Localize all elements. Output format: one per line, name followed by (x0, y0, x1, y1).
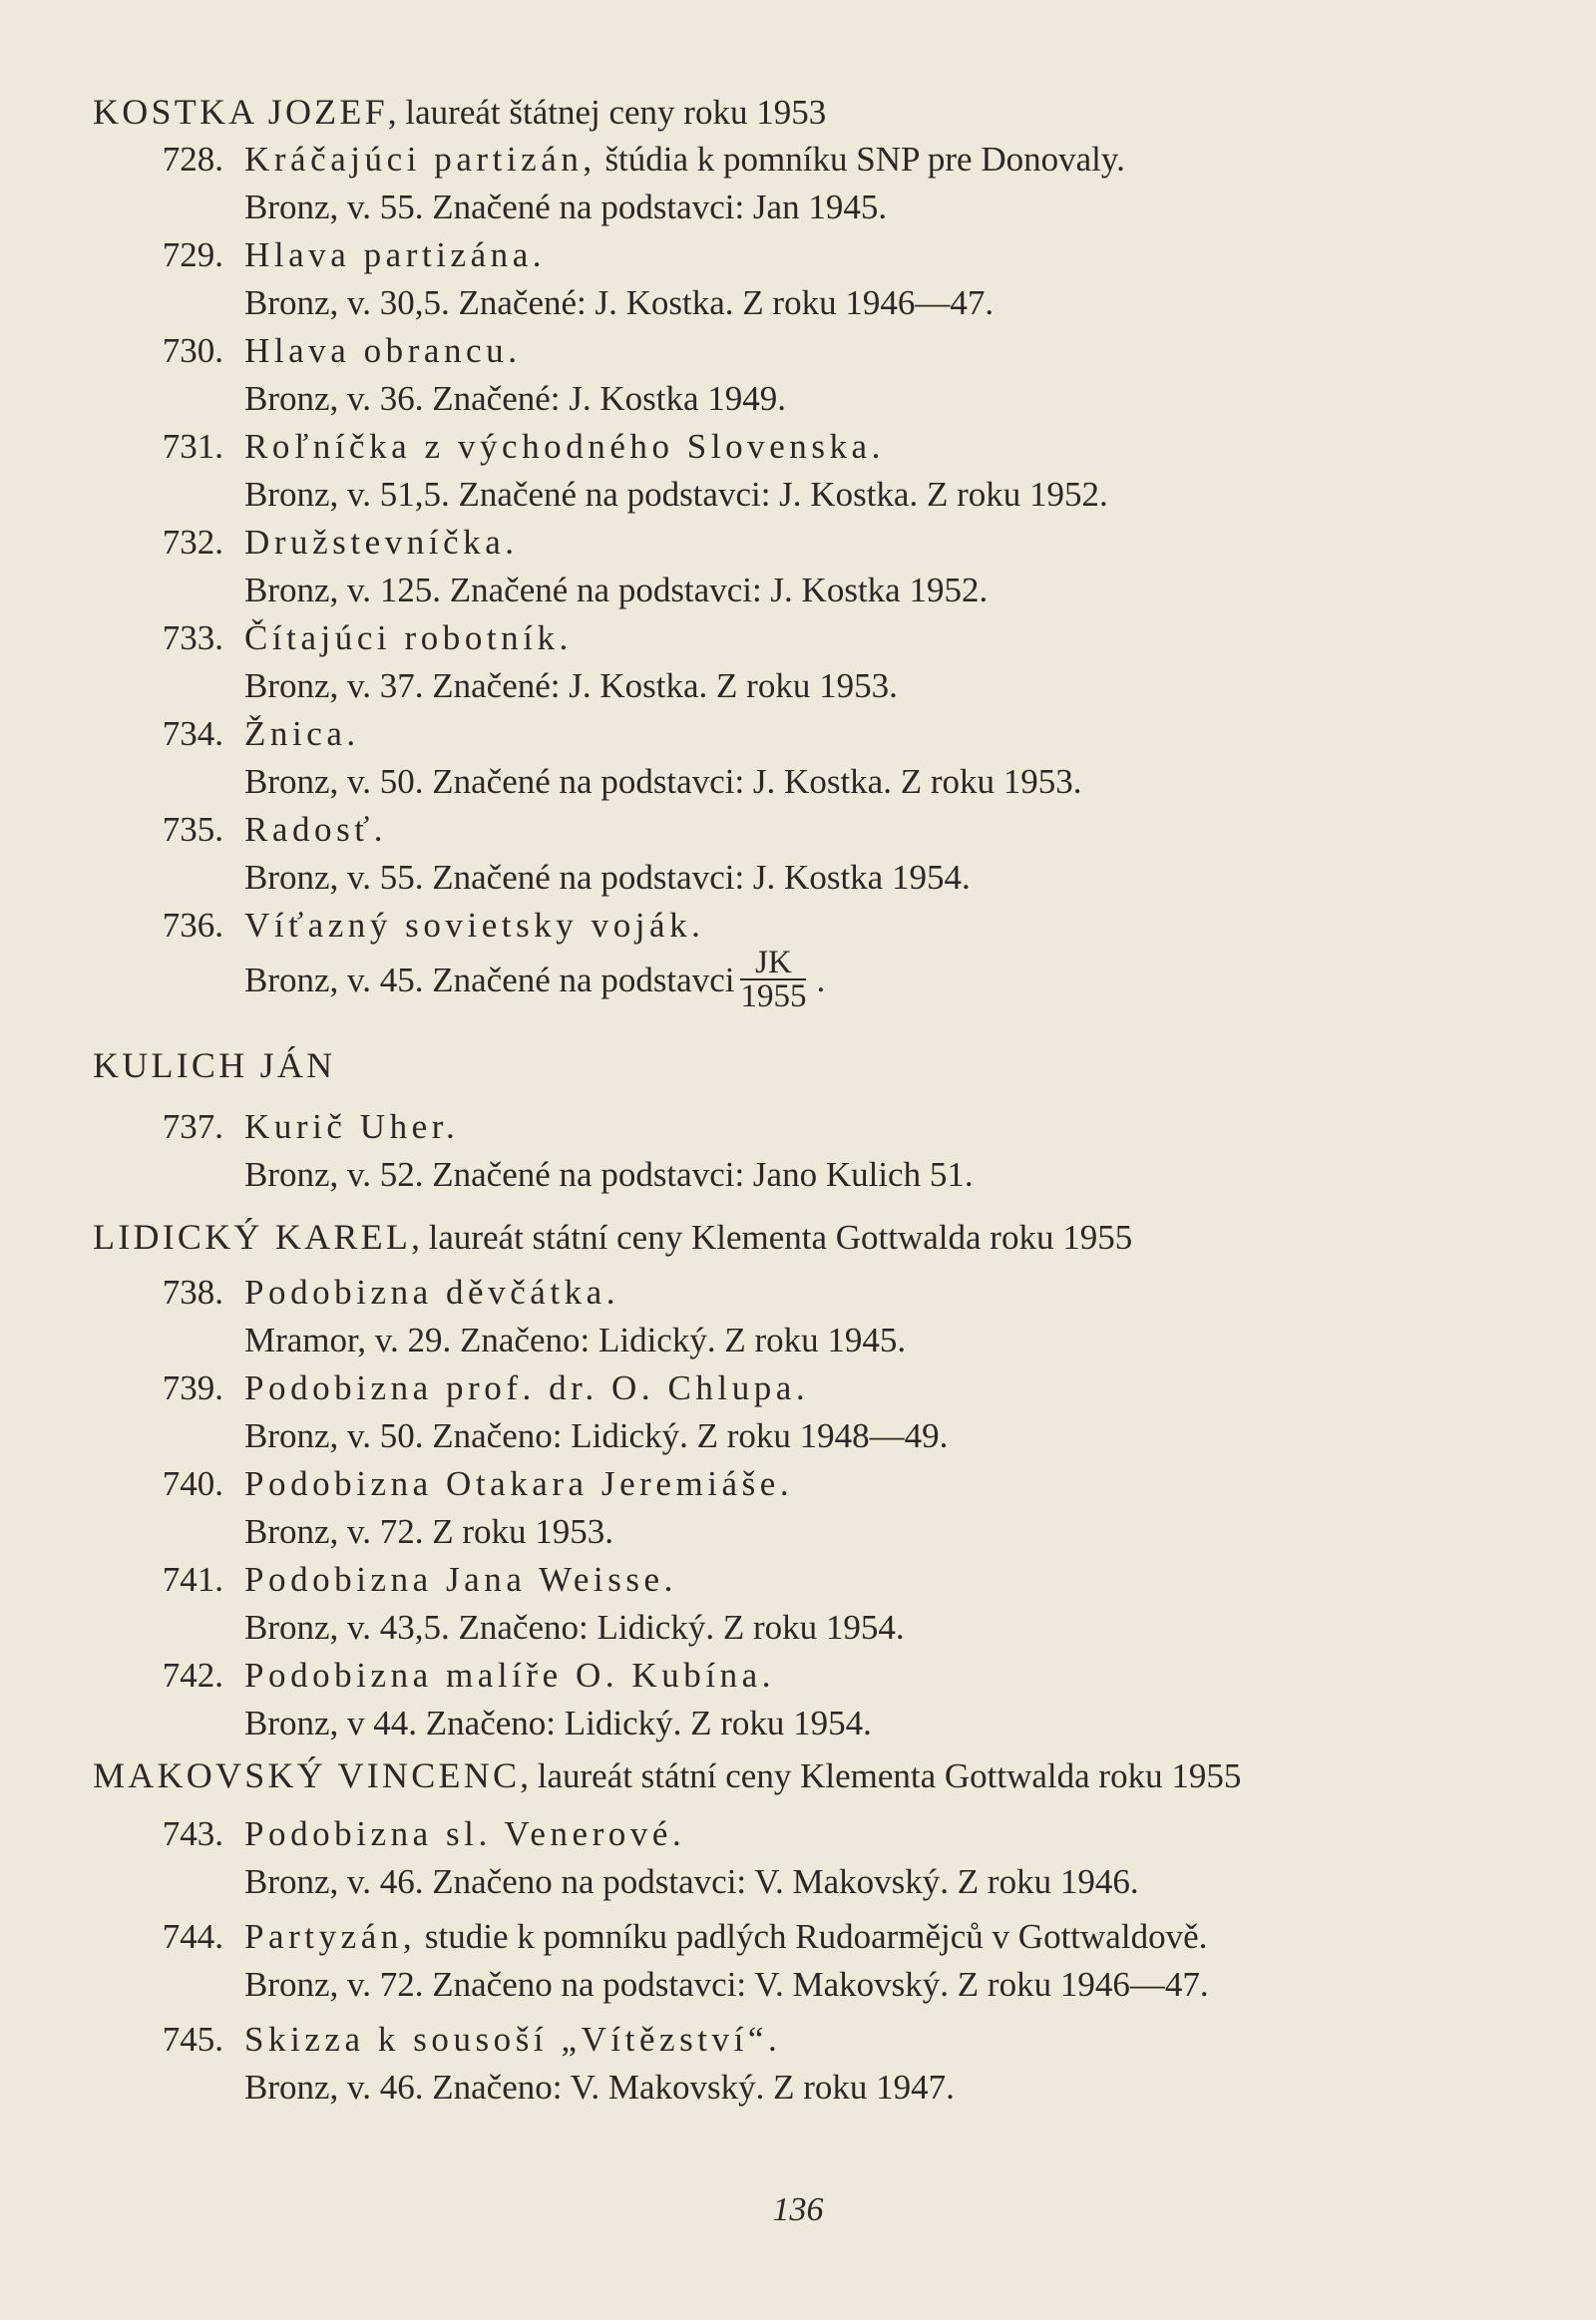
description: Bronz, v. 50. Značeno: Lidický. Z roku 1948—49. (244, 1416, 949, 1455)
fraction-bottom: 1955 (740, 977, 807, 1014)
catalog-entry-title-line (0, 231, 1596, 279)
entry-description-text (244, 1961, 1209, 2009)
entry-number: 745. (162, 2020, 223, 2059)
artist-award: , laureát štátnej ceny roku 1953 (387, 93, 827, 132)
entry-title-text (244, 423, 885, 471)
entry-description (0, 1508, 1596, 1556)
entry-title: Podobizna děvčátka. (244, 1273, 620, 1312)
entry-description (0, 567, 1596, 614)
entry-description (0, 758, 1596, 806)
entry-title: Hlava partizána. (244, 235, 547, 274)
entry-number: 732. (162, 523, 223, 562)
artist-award: , laureát státní ceny Klementa Gottwalda roku 1955 (520, 1756, 1242, 1795)
description: Bronz, v. 37. Značené: J. Kostka. Z roku 1953. (244, 666, 898, 705)
artist-heading (0, 1041, 1596, 1089)
artist-heading (0, 88, 1596, 136)
entry-description-text (244, 471, 1108, 519)
description: Bronz, v. 55. Značené na podstavci: Jan 1945. (244, 188, 888, 226)
entry-title: Podobizna Jana Weisse. (244, 1560, 677, 1599)
description: Bronz, v. 125. Značené na podstavci: J. Kostka 1952. (244, 571, 989, 609)
artist-section (0, 1041, 1596, 1199)
catalog-entry-title-line (0, 423, 1596, 471)
entry-description (0, 2064, 1596, 2112)
page-number: 136 (772, 2191, 824, 2228)
entry-description (0, 1700, 1596, 1747)
entry-number: 743. (162, 1814, 223, 1853)
entry-title: Podobizna malíře O. Kubína. (244, 1656, 776, 1695)
entry-description-text (244, 184, 887, 231)
entry-title: Družstevníčka. (244, 523, 519, 562)
entry-description (0, 854, 1596, 902)
entry-description-text (244, 1317, 906, 1364)
description: Bronz, v. 72. Z roku 1953. (244, 1512, 614, 1551)
catalog-entry-title-line (0, 136, 1596, 184)
signature-fraction (740, 944, 807, 1014)
entry-title-text (244, 231, 546, 279)
description: Mramor, v. 29. Značeno: Lidický. Z roku 1945. (244, 1321, 907, 1359)
entry-title-text (244, 136, 1125, 184)
entry-title: Hlava obrancu. (244, 331, 522, 370)
entry-description-text (244, 854, 971, 902)
fraction-top: JK (740, 947, 806, 980)
entry-description-text (244, 2064, 955, 2112)
entry-title: Skizza k sousoší „Vítězství“. (244, 2020, 782, 2059)
catalog-entry-title-line (0, 1269, 1596, 1317)
entry-description (0, 1412, 1596, 1460)
entry-number: 737. (162, 1107, 223, 1146)
catalog-entry-title-line (0, 1364, 1596, 1412)
entry-title-text (244, 1652, 775, 1700)
entry-description (0, 662, 1596, 710)
catalog-entry-title-line (0, 519, 1596, 567)
catalog-entry-title-line (0, 1913, 1596, 1961)
description: Bronz, v. 72. Značeno na podstavci: V. Makovský. Z roku 1946—47. (244, 1965, 1209, 2004)
entry-description-text (244, 279, 994, 327)
entry-title-text (244, 1103, 459, 1151)
entry-title: Podobizna Otakara Jeremiáše. (244, 1464, 794, 1503)
catalog-entry-title-line (0, 710, 1596, 758)
entry-title-text (244, 1913, 1207, 1961)
entry-number: 729. (162, 235, 223, 274)
entry-description (0, 279, 1596, 327)
entry-title-text (244, 902, 704, 950)
entry-description (0, 1604, 1596, 1652)
entry-number: 733. (162, 618, 223, 657)
entry-title: Roľníčka z východného Slovenska. (244, 427, 885, 466)
description: Bronz, v. 45. Značené na podstavci (244, 961, 735, 999)
artist-name: LIDICKÝ KAREL (93, 1217, 412, 1257)
catalog-entry-title-line (0, 1556, 1596, 1604)
entry-title: Podobizna prof. dr. O. Chlupa. (244, 1368, 810, 1407)
entry-number: 735. (162, 810, 223, 849)
entry-description (0, 471, 1596, 519)
artist-heading (0, 1213, 1596, 1261)
entry-title-text (244, 519, 519, 567)
entry-description-text (244, 1412, 948, 1460)
description: Bronz, v. 30,5. Značené: J. Kostka. Z roku 1946—47. (244, 283, 995, 322)
catalog-entry-title-line (0, 1460, 1596, 1508)
description: Bronz, v. 36. Značené: J. Kostka 1949. (244, 379, 787, 418)
entry-title-text (244, 1269, 619, 1317)
catalog-entry-title-line (0, 1103, 1596, 1151)
entry-title-text (244, 1460, 793, 1508)
catalog-entry-title-line (0, 2016, 1596, 2064)
description-end: . (816, 961, 826, 999)
artist-name: KOSTKA JOZEF (93, 92, 388, 132)
entry-title: Víťazný sovietsky voják. (244, 906, 705, 945)
entry-title-text (244, 806, 387, 854)
entry-number: 734. (162, 714, 223, 753)
catalog-entry-title-line (0, 614, 1596, 662)
entry-number: 742. (162, 1656, 223, 1695)
entry-subtitle: studie k pomníku padlých Rudoarmějců v Gottwaldově. (416, 1917, 1208, 1956)
entry-number: 736. (162, 906, 223, 945)
entry-description-text (244, 662, 898, 710)
entry-number: 739. (162, 1368, 223, 1407)
entry-description-text (244, 1151, 974, 1199)
catalog-entry-title-line (0, 1810, 1596, 1858)
entry-description (0, 1151, 1596, 1199)
catalog-page (0, 88, 1596, 2112)
artist-award: , laureát státní ceny Klementa Gottwalda roku 1955 (411, 1218, 1133, 1257)
artist-section (0, 1751, 1596, 2112)
entry-number: 731. (162, 427, 223, 466)
entry-description (0, 1317, 1596, 1364)
description: Bronz, v. 55. Značené na podstavci: J. Kostka 1954. (244, 858, 971, 897)
artist-name: MAKOVSKÝ VINCENC (93, 1755, 521, 1795)
entry-title-text (244, 614, 573, 662)
entry-description (0, 1961, 1596, 2009)
entry-description (0, 375, 1596, 423)
description: Bronz, v. 46. Značeno: V. Makovský. Z roku 1947. (244, 2068, 955, 2107)
description: Bronz, v 44. Značeno: Lidický. Z roku 1954. (244, 1704, 872, 1742)
description: Bronz, v. 50. Značené na podstavci: J. Kostka. Z roku 1953. (244, 762, 1082, 801)
entry-number: 741. (162, 1560, 223, 1599)
entry-title-text (244, 1364, 809, 1412)
entry-description-text (244, 1700, 872, 1747)
entry-title-text (244, 710, 360, 758)
artist-name: KULICH JÁN (93, 1045, 336, 1085)
artist-section (0, 88, 1596, 1014)
catalog-entry-title-line (0, 1652, 1596, 1700)
description: Bronz, v. 52. Značené na podstavci: Jano Kulich 51. (244, 1155, 974, 1194)
entry-title: Žnica. (244, 714, 360, 753)
entry-description-text (244, 758, 1082, 806)
entry-number: 730. (162, 331, 223, 370)
description: Bronz, v. 51,5. Značené na podstavci: J. Kostka. Z roku 1952. (244, 475, 1108, 514)
entry-title: Radosť. (244, 810, 388, 849)
entry-description-text (244, 375, 786, 423)
description: Bronz, v. 43,5. Značeno: Lidický. Z roku 1954. (244, 1608, 905, 1647)
entry-number: 738. (162, 1273, 223, 1312)
entry-subtitle: štúdia k pomníku SNP pre Donovaly. (596, 140, 1125, 179)
catalog-entry-title-line (0, 327, 1596, 375)
entry-title: Kurič Uher. (244, 1107, 460, 1146)
entry-title: Kráčajúci partizán, (244, 140, 597, 179)
entry-description-text (244, 1604, 905, 1652)
entry-description-text (244, 944, 826, 1016)
description: Bronz, v. 46. Značeno na podstavci: V. Makovský. Z roku 1946. (244, 1862, 1139, 1901)
entry-description-text (244, 1508, 613, 1556)
entry-number: 744. (162, 1917, 223, 1956)
entry-title: Partyzán, (244, 1917, 417, 1956)
entry-description (0, 944, 1596, 1014)
catalog-entry-title-line (0, 902, 1596, 950)
entry-title: Čítajúci robotník. (244, 618, 573, 657)
entry-title-text (244, 327, 522, 375)
entry-number: 728. (162, 140, 223, 179)
entry-description (0, 184, 1596, 231)
entry-number: 740. (162, 1464, 223, 1503)
entry-description-text (244, 567, 988, 614)
entry-title-text (244, 1556, 677, 1604)
artist-section (0, 1213, 1596, 1747)
entry-title: Podobizna sl. Venerové. (244, 1814, 686, 1853)
artist-heading (0, 1751, 1596, 1799)
entry-description-text (244, 1858, 1139, 1906)
catalog-entry-title-line (0, 806, 1596, 854)
entry-title-text (244, 2016, 781, 2064)
entry-title-text (244, 1810, 685, 1858)
entry-description (0, 1858, 1596, 1906)
